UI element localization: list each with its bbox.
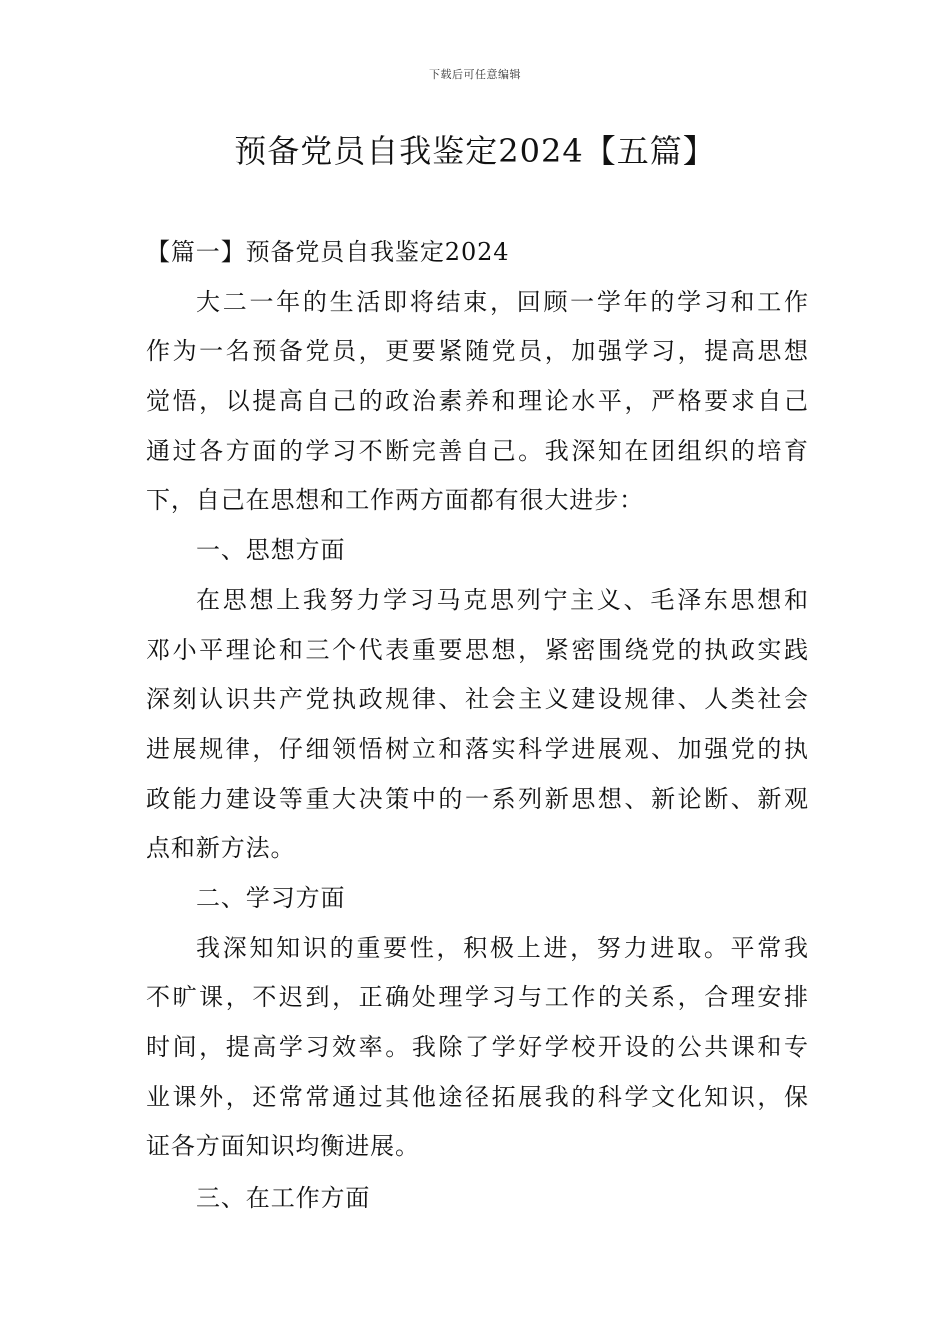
heading-thought: 一、思想方面 [196, 536, 346, 565]
paragraph-line: 进展规律，仔细领悟树立和落实科学进展观、加强党的执 [146, 734, 808, 763]
heading-study: 二、学习方面 [196, 883, 346, 912]
paragraph-line: 我深知知识的重要性，积极上进，努力进取。平常我 [196, 933, 808, 962]
paragraph-line: 点和新方法。 [146, 834, 296, 863]
section-title: 【篇一】预备党员自我鉴定2024 [146, 238, 510, 266]
paragraph-line: 通过各方面的学习不断完善自己。我深知在团组织的培育 [146, 436, 808, 465]
paragraph-line: 觉悟，以提高自己的政治素养和理论水平，严格要求自己 [146, 387, 808, 416]
paragraph-line: 下，自己在思想和工作两方面都有很大进步： [146, 486, 644, 515]
document-title: 预备党员自我鉴定2024【五篇】 [234, 132, 716, 170]
paragraph-line: 时间，提高学习效率。我除了学好学校开设的公共课和专 [146, 1033, 808, 1061]
paragraph-line: 在思想上我努力学习马克思列宁主义、毛泽东思想和 [196, 585, 808, 614]
paragraph-line: 邓小平理论和三个代表重要思想，紧密围绕党的执政实践 [146, 635, 808, 664]
paragraph-line: 证各方面知识均衡进展。 [146, 1132, 420, 1161]
paragraph-line: 不旷课，不迟到，正确处理学习与工作的关系，合理安排 [146, 983, 808, 1012]
heading-work: 三、在工作方面 [196, 1184, 371, 1213]
paragraph-study [146, 924, 808, 1172]
paragraph-intro [146, 278, 808, 526]
paragraph-line: 业课外，还常常通过其他途径拓展我的科学文化知识，保 [146, 1082, 808, 1111]
paragraph-line: 深刻认识共产党执政规律、社会主义建设规律、人类社会 [146, 685, 808, 714]
paragraph-line: 作为一名预备党员，更要紧随党员，加强学习，提高思想 [146, 337, 808, 366]
paragraph-line: 政能力建设等重大决策中的一系列新思想、新论断、新观 [146, 784, 808, 813]
paragraph-line: 大二一年的生活即将结束，回顾一学年的学习和工作 [196, 287, 808, 316]
document-body [146, 228, 808, 1224]
header-note: 下载后可任意编辑 [429, 68, 521, 81]
paragraph-thought [146, 576, 808, 874]
